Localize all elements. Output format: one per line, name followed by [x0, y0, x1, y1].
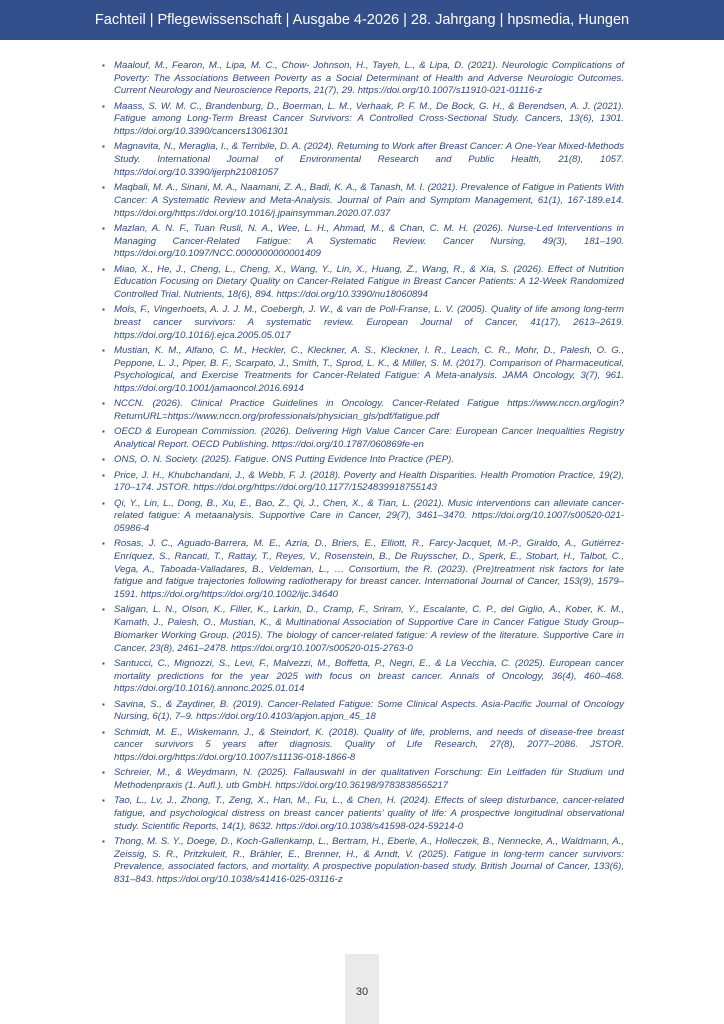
reference-item [102, 141, 624, 179]
reference-item [102, 345, 624, 396]
bullet-icon: ▪ [102, 101, 105, 111]
reference-text: Mustian, K. M., Alfano, C. M., Heckler, C., Kleckner, A. S., Kleckner, I. R., Leach, C. R., Mohr, D., Palesh, O. G., Peppone, L. J., Piper, B. F., Scarpato, J., Smith, T., Sprod, L. K., & Miller, S. M. (2017). Comparison of Pharmaceutical, Psychological, and Exercise Treatments for Cancer-Related Fatigue: A Meta-analysis. JAMA Oncology, 3(7), 961. https://doi.org/10.1001/jamaoncol.2016.6914 [114, 344, 624, 395]
reference-text: Savina, S., & Zaydiner, B. (2019). Cancer-Related Fatigue: Some Clinical Aspects. Asia-Pacific Journal of Oncology Nursing, 6(1), 7–9. https://doi.org/10.4103/apjon.apjon_45_18 [114, 698, 624, 723]
reference-text: Rosas, J. C., Aguado-Barrera, M. E., Azria, D., Briers, E., Elliott, R., Farcy-Jacquet, M.-P., Giraldo, A., Gutiérrez-Enríquez, S., Rancati, T., Rattay, T., Reyes, V., Rosenstein, B., De Ruysscher, D., Sperk, E., Stobart, H., Talbot, C., Vega, A., Taboada-Valladares, B., Veldeman, L., … Consortium, the R. (2023). (Pre)treatment risk factors for late fatigue and fatigue trajectories following radiotherapy for breast cancer. International Journal of Cancer, 153(9), 1579–1591. https://doi.org/https://doi.org/10.1002/ijc.34640 [114, 538, 624, 601]
bullet-icon: ▪ [102, 796, 105, 806]
bullet-icon: ▪ [102, 345, 105, 355]
bullet-icon: ▪ [102, 539, 105, 549]
bullet-icon: ▪ [102, 264, 105, 274]
header-title: Fachteil | Pflegewissenschaft | Ausgabe 4-2026 | 28. Jahrgang | hpsmedia, Hungen [94, 12, 630, 28]
bullet-icon: ▪ [102, 768, 105, 778]
reference-text: Tao, L., Lv, J., Zhong, T., Zeng, X., Han, M., Fu, L., & Chen, H. (2024). Effects of sleep disturbance, cancer-related fatigue, and psychological distress on breast cancer patients’ quality of life: A prospective longitudinal observational study. Scientific Reports, 14(1), 8632. https://doi.org/10.1038/s41598-024-59214-0 [114, 795, 624, 832]
reference-item [102, 470, 624, 495]
bullet-icon: ▪ [102, 498, 105, 508]
bullet-icon: ▪ [102, 836, 105, 846]
bullet-icon: ▪ [102, 699, 105, 709]
reference-item [102, 795, 624, 833]
reference-text: OECD & European Commission. (2026). Delivering High Value Cancer Care: European Cancer Inequalities Registry Analytical Report. OECD Publishing. https://doi.org/10.1787/060869fe-en [114, 426, 624, 451]
bullet-icon: ▪ [102, 727, 105, 737]
reference-item [102, 699, 624, 724]
reference-text: Magnavita, N., Meraglia, I., & Terribile, D. A. (2024). Returning to Work after Breast Cancer: A One-Year Mixed-Methods Study. International Journal of Environmental Research and Public Health, 21(8), 1057. https://doi.org/10.3390/ijerph21081057 [114, 141, 624, 178]
reference-text: NCCN. (2026). Clinical Practice Guidelines in Oncology. Cancer-Related Fatigue https://www.nccn.org/login?ReturnURL=https://www.nccn.org/professionals/physician_gls/pdf/fatigue.pdf [114, 398, 624, 423]
reference-item [102, 836, 624, 887]
reference-item [102, 426, 624, 451]
reference-text: Mazlan, A. N. F., Tuan Rusli, N. A., Wee, L. H., Ahmad, M., & Chan, C. M. H. (2026). Nurse-Led Interventions in Managing Cancer-Related Fatigue: A Systematic Review. Cancer Nursing, 49(3), 181–190. https://doi.org/10.1097/NCC.0000000000001409 [114, 222, 624, 260]
reference-item [102, 454, 624, 467]
page-number-box [345, 954, 379, 1024]
reference-item [102, 727, 624, 765]
reference-item [102, 767, 624, 792]
reference-item [102, 304, 624, 342]
reference-text: Qi, Y., Lin, L., Dong, B., Xu, E., Bao, Z., Qi, J., Chen, X., & Tian, L. (2021). Music interventions can alleviate cancer-related fatigue: A metaanalysis. Supportive Care in Cancer, 29(7), 3461–3470. https://doi.org/10.1007/s00520-021-05986-4 [114, 497, 624, 535]
bullet-icon: ▪ [102, 223, 105, 233]
reference-item [102, 498, 624, 536]
reference-text: ONS, O. N. Society. (2025). Fatigue. ONS Putting Evidence Into Practice (PEP). [114, 454, 455, 466]
bullet-icon: ▪ [102, 183, 105, 193]
reference-text: Thong, M. S. Y., Doege, D., Koch-Gallenkamp, L., Bertram, H., Eberle, A., Holleczek, B., Nennecke, A., Waldmann, A., Zeissig, S. R., Pritzkuleit, R., Brähler, E., Brenner, H., & Arndt, V. (2025). Fatigue in long-term cancer survivors: Prevalence, associated factors, and mortality. A prospective population-based study. British Journal of Cancer, 133(6), 831–843. https://doi.org/10.1038/s41416-025-03116-z [114, 835, 624, 886]
reference-item [102, 538, 624, 602]
page-header [0, 0, 724, 40]
reference-item [102, 182, 624, 220]
bullet-icon: ▪ [102, 658, 105, 668]
bullet-icon: ▪ [102, 305, 105, 315]
bullet-icon: ▪ [102, 399, 105, 409]
reference-text: Mols, F., Vingerhoets, A. J. J. M., Coebergh, J. W., & van de Poll-Franse, L. V. (2005). Quality of life among long-term breast cancer survivors: A systematic review. European Journal of Cancer, 41(17), 2613–2619. https://doi.org/10.1016/j.ejca.2005.05.017 [114, 304, 624, 341]
bullet-icon: ▪ [102, 470, 105, 480]
reference-text: Saligan, L. N., Olson, K., Filler, K., Larkin, D., Cramp, F., Sriram, Y., Escalante, C. P., del Giglio, A., Kober, K. M., Kamath, J., Palesh, O., Mustian, K., & Multinational Association of Supportive Care in Cancer Fatigue Study Group–Biomarker Working Group. (2015). The biology of cancer-related fatigue: A review of the literature. Supportive Care in Cancer, 23(8), 2461–2478. https://doi.org/10.1007/s00520-015-2763-0 [114, 604, 624, 654]
bullet-icon: ▪ [102, 61, 105, 70]
reference-text: Miao, X., He, J., Cheng, L., Cheng, X., Wang, Y., Lin, X., Huang, Z., Wang, R., & Xia, S. (2026). Effect of Nutrition Education Focusing on Dietary Quality on Cancer-Related Fatigue in Breast Cancer Patients: A 12-Week Randomized Controlled Trial. Nutrients, 18(6), 894. https://doi.org/10.3390/nu18060894 [114, 263, 624, 300]
reference-item [102, 60, 624, 98]
bullet-icon: ▪ [102, 427, 105, 437]
reference-text: Maqbali, M. A., Sinani, M. A., Naamani, Z. A., Badi, K. A., & Tanash, M. I. (2021). Prevalence of Fatigue in Patients With Cancer: A Systematic Review and Meta-Analysis. Journal of Pain and Symptom Management, 61(1), 167-189.e14. https://doi.org/https://doi.org/10.1016/j.jpainsymman.2020.07.037 [114, 182, 624, 219]
reference-item [102, 398, 624, 423]
reference-item [102, 101, 624, 139]
bullet-icon: ▪ [102, 455, 105, 465]
reference-text: Schreier, M., & Weydmann, N. (2025). Fallauswahl in der qualitativen Forschung: Ein Leitfaden für Studium und Methodenpraxis (1. Aufl.). utb GmbH. https://doi.org/10.36198/9783838565217 [114, 767, 624, 791]
reference-text: Santucci, C., Mignozzi, S., Levi, F., Malvezzi, M., Boffetta, P., Negri, E., & La Vecchia, C. (2025). European cancer mortality predictions for the year 2025 with focus on breast cancer. Annals of Oncology, 36(4), 460–468. https://doi.org/10.1016/j.annonc.2025.01.014 [114, 657, 624, 695]
reference-text: Schmidt, M. E., Wiskemann, J., & Steindorf, K. (2018). Quality of life, problems, and needs of disease-free breast cancer survivors 5 years after diagnosis. Quality of Life Research, 27(8), 2077–2086. JSTOR. https://doi.org/https://doi.org/10.1007/s11136-018-1866-8 [114, 726, 624, 763]
reference-text: Price, J. H., Khubchandani, J., & Webb, F. J. (2018). Poverty and Health Disparities. Health Promotion Practice, 19(2), 170–174. JSTOR. https://doi.org/https://doi.org/10.1177/1524839918755143 [114, 469, 624, 494]
reference-item [102, 264, 624, 302]
bullet-icon: ▪ [102, 605, 105, 615]
reference-item [102, 223, 624, 261]
reference-list [102, 60, 624, 889]
bullet-icon: ▪ [102, 142, 105, 152]
reference-text: Maass, S. W. M. C., Brandenburg, D., Boerman, L. M., Verhaak, P. F. M., De Bock, G. H., & Berendsen, A. J. (2021). Fatigue among Long-Term Breast Cancer Survivors: A Controlled Cross-Sectional Study. Cancers, 13(6), 1301. https://doi.org/10.3390/cancers13061301 [114, 100, 624, 138]
reference-item [102, 658, 624, 696]
reference-item [102, 604, 624, 655]
page-number: 30 [355, 986, 369, 998]
reference-text: Maalouf, M., Fearon, M., Lipa, M. C., Chow- Johnson, H., Tayeh, L., & Lipa, D. (2021). Neurologic Complications of Poverty: The Associations Between Poverty as a Social Determinant of Health and Adverse Neurologic Outcomes. Current Neurology and Neuroscience Reports, 21(7), 29. https://doi.org/10.1007/s11910-021-01116-z [114, 60, 624, 97]
